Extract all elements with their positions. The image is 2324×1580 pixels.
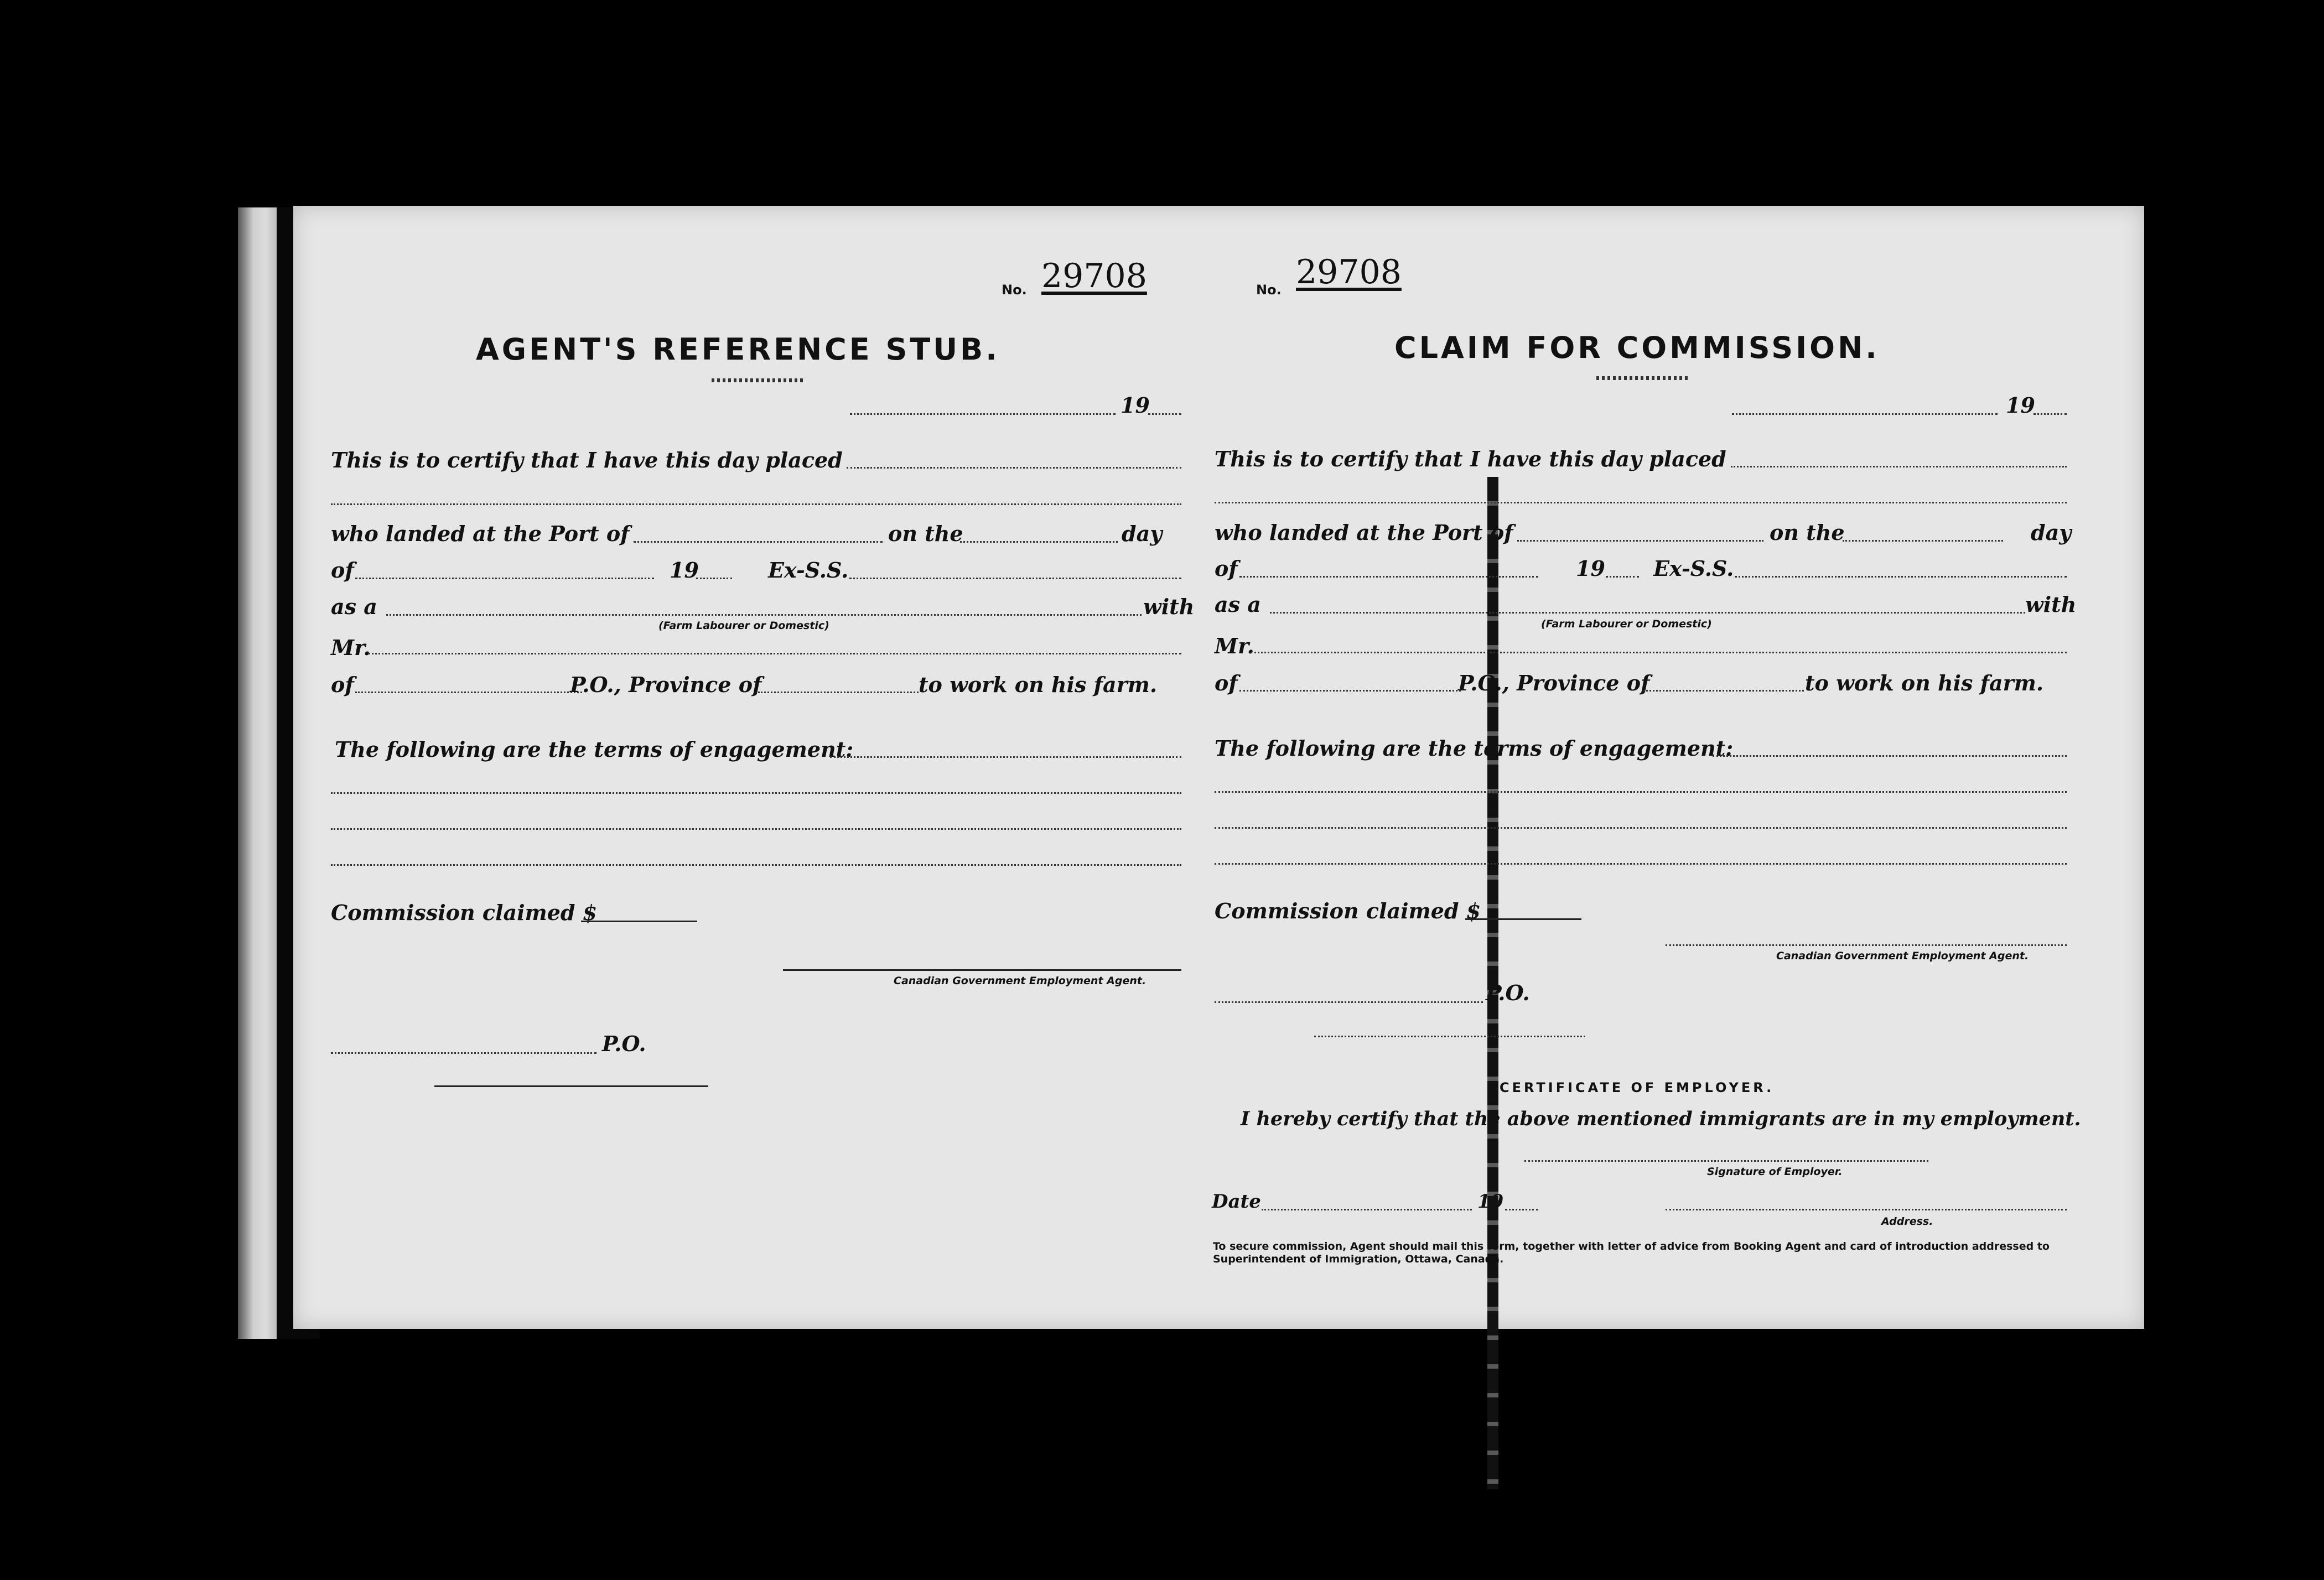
- date-field: [1262, 1209, 1472, 1210]
- stub-month-field: [355, 578, 654, 579]
- stub-as-a: as a: [331, 594, 377, 619]
- address-line: [1666, 1209, 2067, 1210]
- stub-year-prefix: 19: [1120, 393, 1150, 418]
- stub-mr: Mr.: [331, 635, 371, 660]
- stub-heading: AGENT'S REFERENCE STUB.: [476, 332, 1000, 367]
- claim-po-field: [1239, 690, 1461, 692]
- claim-po-line-2: [1314, 1036, 1585, 1037]
- date-year-19: 19: [1477, 1191, 1504, 1213]
- address-label: Address.: [1881, 1215, 1933, 1228]
- stub-po-province: P.O., Province of: [570, 672, 762, 697]
- claim-terms-field-4: [1215, 863, 2067, 865]
- claim-agent-signature-line: [1666, 944, 2067, 946]
- claim-placed-field-2: [1215, 502, 2067, 503]
- stub-number: 29708: [1041, 257, 1147, 295]
- claim-occupation-field: [1270, 612, 2025, 614]
- claim-year-prefix: 19: [2006, 393, 2035, 418]
- footnote: To secure commission, Agent should mail this form, together with letter of advice from Booking Agent and card of introduction addressed to Superintendent of Immigration, Ottawa, Canada.: [1213, 1240, 2050, 1265]
- claim-year-19: 19: [1576, 556, 1605, 581]
- stub-agent-signature-line: [783, 969, 1181, 971]
- employer-certificate-text: I hereby certify that the above mentioned immigrants are in my employment.: [1241, 1108, 2081, 1130]
- stub-po-line-2: [434, 1085, 708, 1087]
- stub-day-field: [960, 541, 1118, 543]
- claim-farm-note: (Farm Labourer or Domestic): [1541, 618, 1712, 630]
- stub-date-field: [850, 413, 1116, 415]
- stub-number-label: No.: [1002, 282, 1027, 298]
- stub-terms-field-4: [331, 864, 1181, 866]
- stub-of: of: [331, 558, 354, 583]
- stub-occupation-field: [386, 614, 1142, 616]
- claim-date-field: [1732, 413, 1998, 415]
- stub-commission: Commission claimed $: [331, 900, 598, 925]
- claim-year-19-field: [1606, 576, 1639, 578]
- stub-heading-ornament: [712, 378, 803, 382]
- claim-po: P.O.: [1486, 980, 1530, 1005]
- claim-port-field: [1517, 540, 1763, 542]
- date-year-field: [1505, 1209, 1538, 1210]
- stub-terms-field-3: [331, 828, 1181, 830]
- claim-of: of: [1215, 556, 1238, 581]
- claim-employer-name-field: [1251, 652, 2067, 653]
- claim-on-the: on the: [1770, 520, 1845, 545]
- claim-to-work: to work on his farm.: [1805, 671, 2044, 695]
- claim-mr: Mr.: [1215, 633, 1254, 658]
- claim-terms: The following are the terms of engagement:: [1215, 736, 1734, 761]
- stub-po: P.O.: [602, 1031, 646, 1056]
- claim-who-landed: who landed at the Port of: [1215, 520, 1513, 545]
- stub-on-the: on the: [888, 521, 963, 546]
- stub-who-landed: who landed at the Port of: [331, 521, 630, 546]
- claim-day: day: [2031, 520, 2072, 545]
- stub-port-field: [634, 541, 883, 543]
- claim-number-label: No.: [1256, 282, 1282, 298]
- claim-province-field: [1643, 690, 1804, 692]
- claim-terms-field-2: [1215, 791, 2067, 793]
- date-label: Date: [1212, 1191, 1261, 1213]
- claim-heading-ornament: [1596, 376, 1688, 380]
- employer-certificate-heading: CERTIFICATE OF EMPLOYER.: [1500, 1080, 1775, 1095]
- claim-certify-text: This is to certify that I have this day placed: [1215, 446, 1726, 471]
- stub-employer-name-field: [368, 653, 1181, 654]
- stub-year-19: 19: [670, 558, 699, 583]
- stub-year-field: [1148, 413, 1181, 415]
- claim-terms-field-3: [1215, 827, 2067, 829]
- stub-to-work: to work on his farm.: [919, 672, 1158, 697]
- claim-agent-signature: Canadian Government Employment Agent.: [1776, 950, 2029, 962]
- stub-day: day: [1122, 521, 1163, 546]
- stub-po-line: [331, 1052, 596, 1054]
- stub-province-field: [758, 692, 919, 693]
- stub-year-19-field: [696, 578, 732, 579]
- claim-number: 29708: [1296, 253, 1402, 292]
- stub-placed-field-2: [331, 503, 1181, 505]
- stub-ex-ss: Ex-S.S.: [768, 558, 849, 583]
- employer-signature-label: Signature of Employer.: [1707, 1166, 1843, 1178]
- claim-of-2: of: [1215, 671, 1238, 695]
- stub-agent-signature: Canadian Government Employment Agent.: [894, 975, 1147, 987]
- employer-signature-line: [1524, 1160, 1928, 1162]
- stub-terms-field-1: [830, 756, 1181, 758]
- stub-placed-field: [847, 467, 1181, 469]
- claim-ship-field: [1735, 576, 2067, 578]
- claim-commission: Commission claimed $: [1215, 898, 1481, 923]
- claim-ex-ss: Ex-S.S.: [1653, 556, 1734, 581]
- claim-year-field: [2034, 413, 2067, 415]
- claim-po-province: P.O., Province of: [1458, 671, 1650, 695]
- claim-day-field: [1843, 540, 2003, 542]
- stub-commission-field: [581, 921, 697, 922]
- form-card: [293, 206, 2144, 1329]
- stub-farm-note: (Farm Labourer or Domestic): [658, 620, 829, 632]
- claim-heading: CLAIM FOR COMMISSION.: [1394, 330, 1880, 365]
- stub-of-2: of: [331, 672, 354, 697]
- stub-ship-field: [849, 578, 1181, 579]
- claim-as-a: as a: [1215, 592, 1261, 617]
- claim-commission-field: [1465, 918, 1581, 920]
- claim-po-line: [1215, 1001, 1483, 1003]
- claim-month-field: [1239, 576, 1538, 578]
- stub-certify-text: This is to certify that I have this day placed: [331, 448, 843, 472]
- claim-placed-field: [1731, 466, 2067, 467]
- stub-terms-field-2: [331, 792, 1181, 794]
- claim-with: with: [2025, 592, 2077, 617]
- claim-terms-field-1: [1713, 755, 2067, 757]
- stub-with: with: [1143, 594, 1195, 619]
- stub-po-field: [355, 692, 582, 693]
- stub-terms: The following are the terms of engagement:: [335, 737, 854, 762]
